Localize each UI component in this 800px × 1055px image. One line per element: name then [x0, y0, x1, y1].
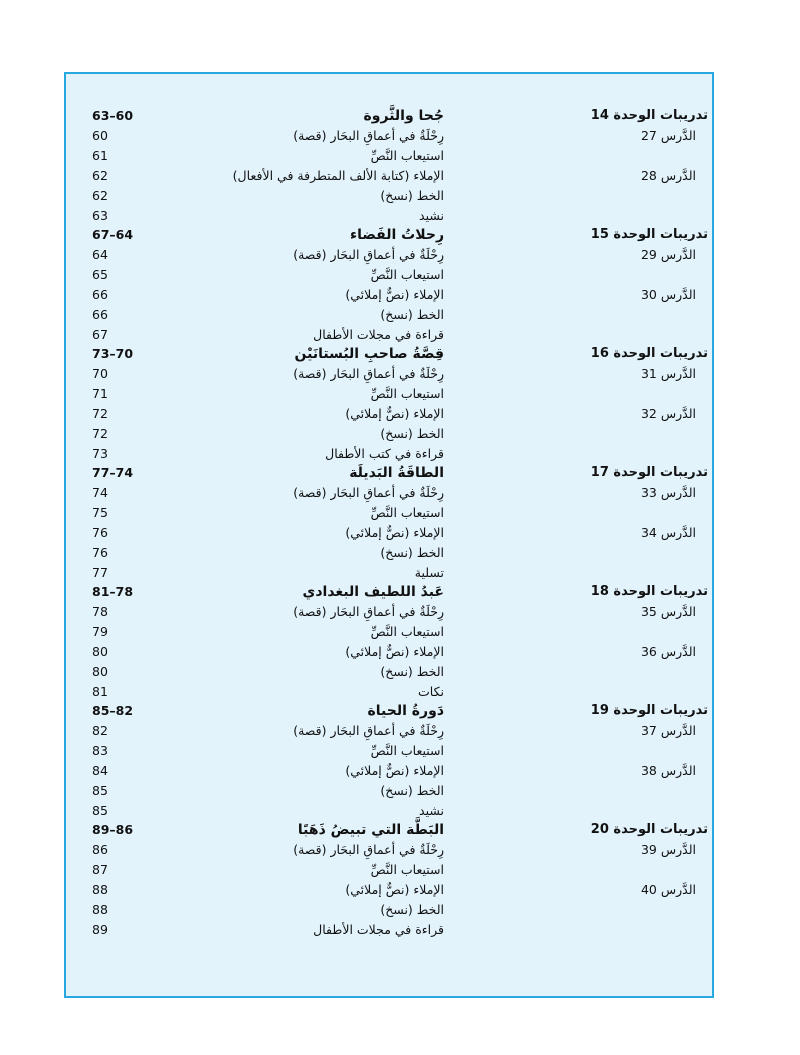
unit-header-row: [0, 582, 800, 602]
lesson-label: الدَّرس 31: [640, 366, 696, 381]
entry-title: نكات: [418, 684, 444, 699]
entry-title: استيعاب النَّصِّ: [370, 386, 444, 401]
lesson-label: الدَّرس 28: [640, 168, 696, 183]
toc-entry-row: [0, 563, 800, 583]
entry-page-number: 80: [92, 664, 108, 679]
entry-page-number: 79: [92, 624, 108, 639]
unit-title: الطاقَةُ البَديلَة: [349, 465, 444, 481]
entry-page-number: 67: [92, 327, 108, 342]
unit-header-row: [0, 463, 800, 483]
unit-label: تدريبات الوحدة 14: [590, 108, 708, 123]
unit-label: تدريبات الوحدة 18: [590, 584, 708, 599]
entry-page-number: 76: [92, 525, 108, 540]
entry-page-number: 88: [92, 882, 108, 897]
toc-entry-row: [0, 265, 800, 285]
toc-entry-row: [0, 384, 800, 404]
unit-page-range: 63–60: [92, 108, 134, 123]
entry-page-number: 77: [92, 565, 108, 580]
toc-entry-row: [0, 642, 800, 662]
toc-entry-row: [0, 126, 800, 146]
entry-title: رِحْلَةٌ في أعماقِ البحَار (قصة): [293, 604, 444, 619]
toc-entry-row: [0, 424, 800, 444]
entry-page-number: 81: [92, 684, 108, 699]
toc-entry-row: [0, 206, 800, 226]
entry-page-number: 88: [92, 902, 108, 917]
unit-page-range: 67–64: [92, 227, 134, 242]
unit-label: تدريبات الوحدة 19: [590, 703, 708, 718]
toc-entry-row: [0, 543, 800, 563]
unit-page-range: 73–70: [92, 346, 134, 361]
toc-entry-row: [0, 364, 800, 384]
toc-entry-row: [0, 166, 800, 186]
entry-title: رِحْلَةٌ في أعماقِ البحَار (قصة): [293, 485, 444, 500]
unit-title: رِحلاتُ الفَضاء: [349, 227, 444, 243]
entry-title: الخط (نسخ): [380, 902, 444, 917]
entry-page-number: 61: [92, 148, 108, 163]
entry-title: الخط (نسخ): [380, 188, 444, 203]
toc-entry-row: [0, 682, 800, 702]
entry-title: نشيد: [419, 208, 444, 223]
entry-page-number: 84: [92, 763, 108, 778]
toc-entry-row: [0, 920, 800, 940]
entry-title: رِحْلَةٌ في أعماقِ البحَار (قصة): [293, 366, 444, 381]
entry-title: الخط (نسخ): [380, 664, 444, 679]
unit-header-row: [0, 344, 800, 364]
toc-entry-row: [0, 801, 800, 821]
entry-page-number: 72: [92, 406, 108, 421]
toc-entry-row: [0, 305, 800, 325]
unit-label: تدريبات الوحدة 20: [590, 822, 708, 837]
entry-title: استيعاب النَّصِّ: [370, 505, 444, 520]
entry-title: الإملاء (نصٌّ إملائي): [345, 406, 444, 421]
lesson-label: الدَّرس 40: [640, 882, 696, 897]
unit-page-range: 77–74: [92, 465, 134, 480]
entry-page-number: 73: [92, 446, 108, 461]
lesson-label: الدَّرس 36: [640, 644, 696, 659]
toc-entry-row: [0, 285, 800, 305]
entry-page-number: 63: [92, 208, 108, 223]
entry-title: استيعاب النَّصِّ: [370, 743, 444, 758]
lesson-label: الدَّرس 32: [640, 406, 696, 421]
toc-entry-row: [0, 404, 800, 424]
toc-entry-row: [0, 761, 800, 781]
lesson-label: الدَّرس 29: [640, 247, 696, 262]
toc-entry-row: [0, 860, 800, 880]
entry-title: قراءة في مجلات الأطفال: [313, 327, 444, 342]
entry-title: قراءة في مجلات الأطفال: [313, 922, 444, 937]
entry-title: الإملاء (كتابة الألف المتطرفة في الأفعال): [232, 168, 444, 183]
unit-page-range: 89–86: [92, 822, 134, 837]
entry-title: رِحْلَةٌ في أعماقِ البحَار (قصة): [293, 128, 444, 143]
toc-entry-row: [0, 245, 800, 265]
entry-page-number: 60: [92, 128, 108, 143]
lesson-label: الدَّرس 35: [640, 604, 696, 619]
entry-title: الإملاء (نصٌّ إملائي): [345, 882, 444, 897]
unit-page-range: 85–82: [92, 703, 134, 718]
entry-title: رِحْلَةٌ في أعماقِ البحَار (قصة): [293, 247, 444, 262]
lesson-label: الدَّرس 38: [640, 763, 696, 778]
unit-header-row: [0, 820, 800, 840]
entry-page-number: 80: [92, 644, 108, 659]
lesson-label: الدَّرس 37: [640, 723, 696, 738]
entry-page-number: 83: [92, 743, 108, 758]
toc-entry-row: [0, 622, 800, 642]
toc-entry-row: [0, 483, 800, 503]
entry-title: استيعاب النَّصِّ: [370, 624, 444, 639]
entry-page-number: 66: [92, 287, 108, 302]
toc-entry-row: [0, 503, 800, 523]
entry-page-number: 74: [92, 485, 108, 500]
entry-title: الإملاء (نصٌّ إملائي): [345, 644, 444, 659]
toc-entry-row: [0, 662, 800, 682]
lesson-label: الدَّرس 27: [640, 128, 696, 143]
entry-title: الخط (نسخ): [380, 545, 444, 560]
entry-title: الإملاء (نصٌّ إملائي): [345, 287, 444, 302]
unit-title: دَورةُ الحياة: [367, 703, 444, 719]
unit-label: تدريبات الوحدة 16: [590, 346, 708, 361]
lesson-label: الدَّرس 34: [640, 525, 696, 540]
entry-page-number: 89: [92, 922, 108, 937]
entry-page-number: 86: [92, 842, 108, 857]
entry-page-number: 85: [92, 803, 108, 818]
entry-title: الإملاء (نصٌّ إملائي): [345, 525, 444, 540]
entry-title: الخط (نسخ): [380, 783, 444, 798]
entry-title: استيعاب النَّصِّ: [370, 862, 444, 877]
toc-entry-row: [0, 602, 800, 622]
toc-entry-row: [0, 721, 800, 741]
unit-title: البَطَّة التي تبيضُ ذَهَبًا: [297, 822, 444, 838]
entry-title: استيعاب النَّصِّ: [370, 267, 444, 282]
unit-label: تدريبات الوحدة 17: [590, 465, 708, 480]
lesson-label: الدَّرس 33: [640, 485, 696, 500]
entry-title: نشيد: [419, 803, 444, 818]
entry-page-number: 62: [92, 168, 108, 183]
entry-page-number: 87: [92, 862, 108, 877]
entry-page-number: 65: [92, 267, 108, 282]
entry-title: رِحْلَةٌ في أعماقِ البحَار (قصة): [293, 723, 444, 738]
unit-page-range: 81–78: [92, 584, 134, 599]
entry-page-number: 71: [92, 386, 108, 401]
entry-page-number: 76: [92, 545, 108, 560]
unit-title: قِصَّةُ صاحبِ البُستانَيْن: [294, 346, 444, 362]
toc-entry-row: [0, 781, 800, 801]
unit-header-row: [0, 225, 800, 245]
lesson-label: الدَّرس 30: [640, 287, 696, 302]
entry-title: قراءة في كتب الأطفال: [325, 446, 444, 461]
entry-page-number: 78: [92, 604, 108, 619]
entry-page-number: 66: [92, 307, 108, 322]
toc-entry-row: [0, 325, 800, 345]
unit-title: جُحا والثَّروة: [363, 108, 444, 124]
entry-page-number: 82: [92, 723, 108, 738]
entry-title: الخط (نسخ): [380, 307, 444, 322]
unit-header-row: [0, 701, 800, 721]
toc-entry-row: [0, 186, 800, 206]
unit-title: عَبدُ اللطيف البغدادي: [302, 584, 444, 600]
toc-entry-row: [0, 523, 800, 543]
entry-page-number: 72: [92, 426, 108, 441]
entry-page-number: 70: [92, 366, 108, 381]
entry-page-number: 64: [92, 247, 108, 262]
entry-title: استيعاب النَّصِّ: [370, 148, 444, 163]
lesson-label: الدَّرس 39: [640, 842, 696, 857]
entry-page-number: 75: [92, 505, 108, 520]
unit-header-row: [0, 106, 800, 126]
entry-title: الإملاء (نصٌّ إملائي): [345, 763, 444, 778]
entry-title: تسلية: [414, 565, 444, 580]
toc-entry-row: [0, 900, 800, 920]
unit-label: تدريبات الوحدة 15: [590, 227, 708, 242]
toc-entry-row: [0, 146, 800, 166]
entry-title: رِحْلَةٌ في أعماقِ البحَار (قصة): [293, 842, 444, 857]
toc-entry-row: [0, 741, 800, 761]
toc-entry-row: [0, 840, 800, 860]
entry-page-number: 62: [92, 188, 108, 203]
entry-title: الخط (نسخ): [380, 426, 444, 441]
toc-entry-row: [0, 444, 800, 464]
entry-page-number: 85: [92, 783, 108, 798]
toc-entry-row: [0, 880, 800, 900]
